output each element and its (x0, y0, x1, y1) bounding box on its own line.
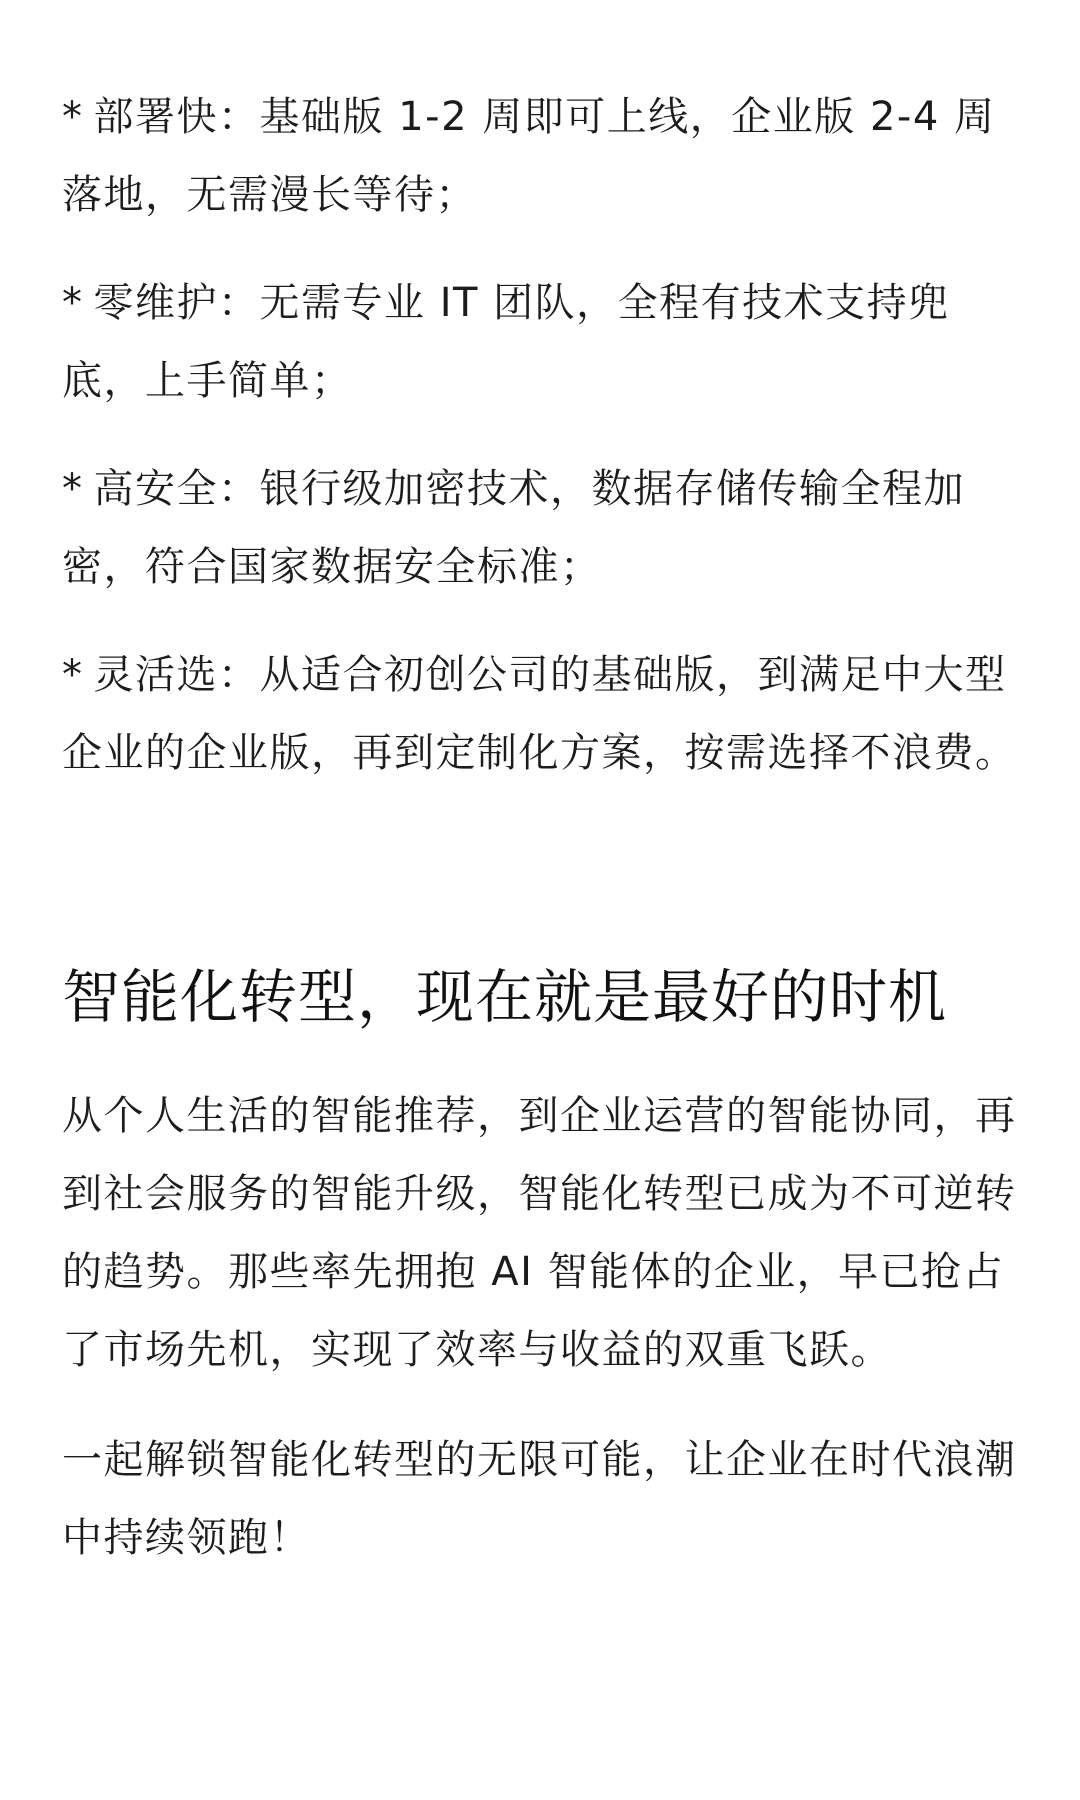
feature-bullet-security (62, 450, 1022, 606)
feature-bullet-maintenance (62, 264, 1022, 420)
feature-bullet-flexible (62, 636, 1022, 792)
bullet-text: 部署快：基础版 1-2 周即可上线，企业版 2-4 周落地，无需漫长等待； (62, 94, 996, 218)
bullet-text: 灵活选：从适合初创公司的基础版，到满足中大型企业的企业版，再到定制化方案，按需选择不浪费。 (62, 652, 1017, 776)
article-body (62, 78, 1022, 1577)
bullet-text: 高安全：银行级加密技术，数据存储传输全程加密，符合国家数据安全标准； (62, 466, 965, 590)
bullet-marker: * (62, 466, 84, 512)
feature-bullet-deploy (62, 78, 1022, 234)
section-paragraph: 从个人生活的智能推荐，到企业运营的智能协同，再到社会服务的智能升级，智能化转型已成为不可逆转的趋势。那些率先拥抱 AI 智能体的企业，早已抢占了市场先机，实现了效率与收益的双重飞跃。 (62, 1093, 1017, 1373)
bullet-marker: * (62, 652, 84, 698)
bullet-marker: * (62, 94, 84, 140)
bullet-marker: * (62, 280, 84, 326)
bullet-text: 零维护：无需专业 IT 团队，全程有技术支持兜底，上手简单； (62, 280, 950, 404)
section-paragraph: 一起解锁智能化转型的无限可能，让企业在时代浪潮中持续领跑！ (62, 1437, 1017, 1561)
section-heading: 智能化转型，现在就是最好的时机 (62, 963, 948, 1031)
